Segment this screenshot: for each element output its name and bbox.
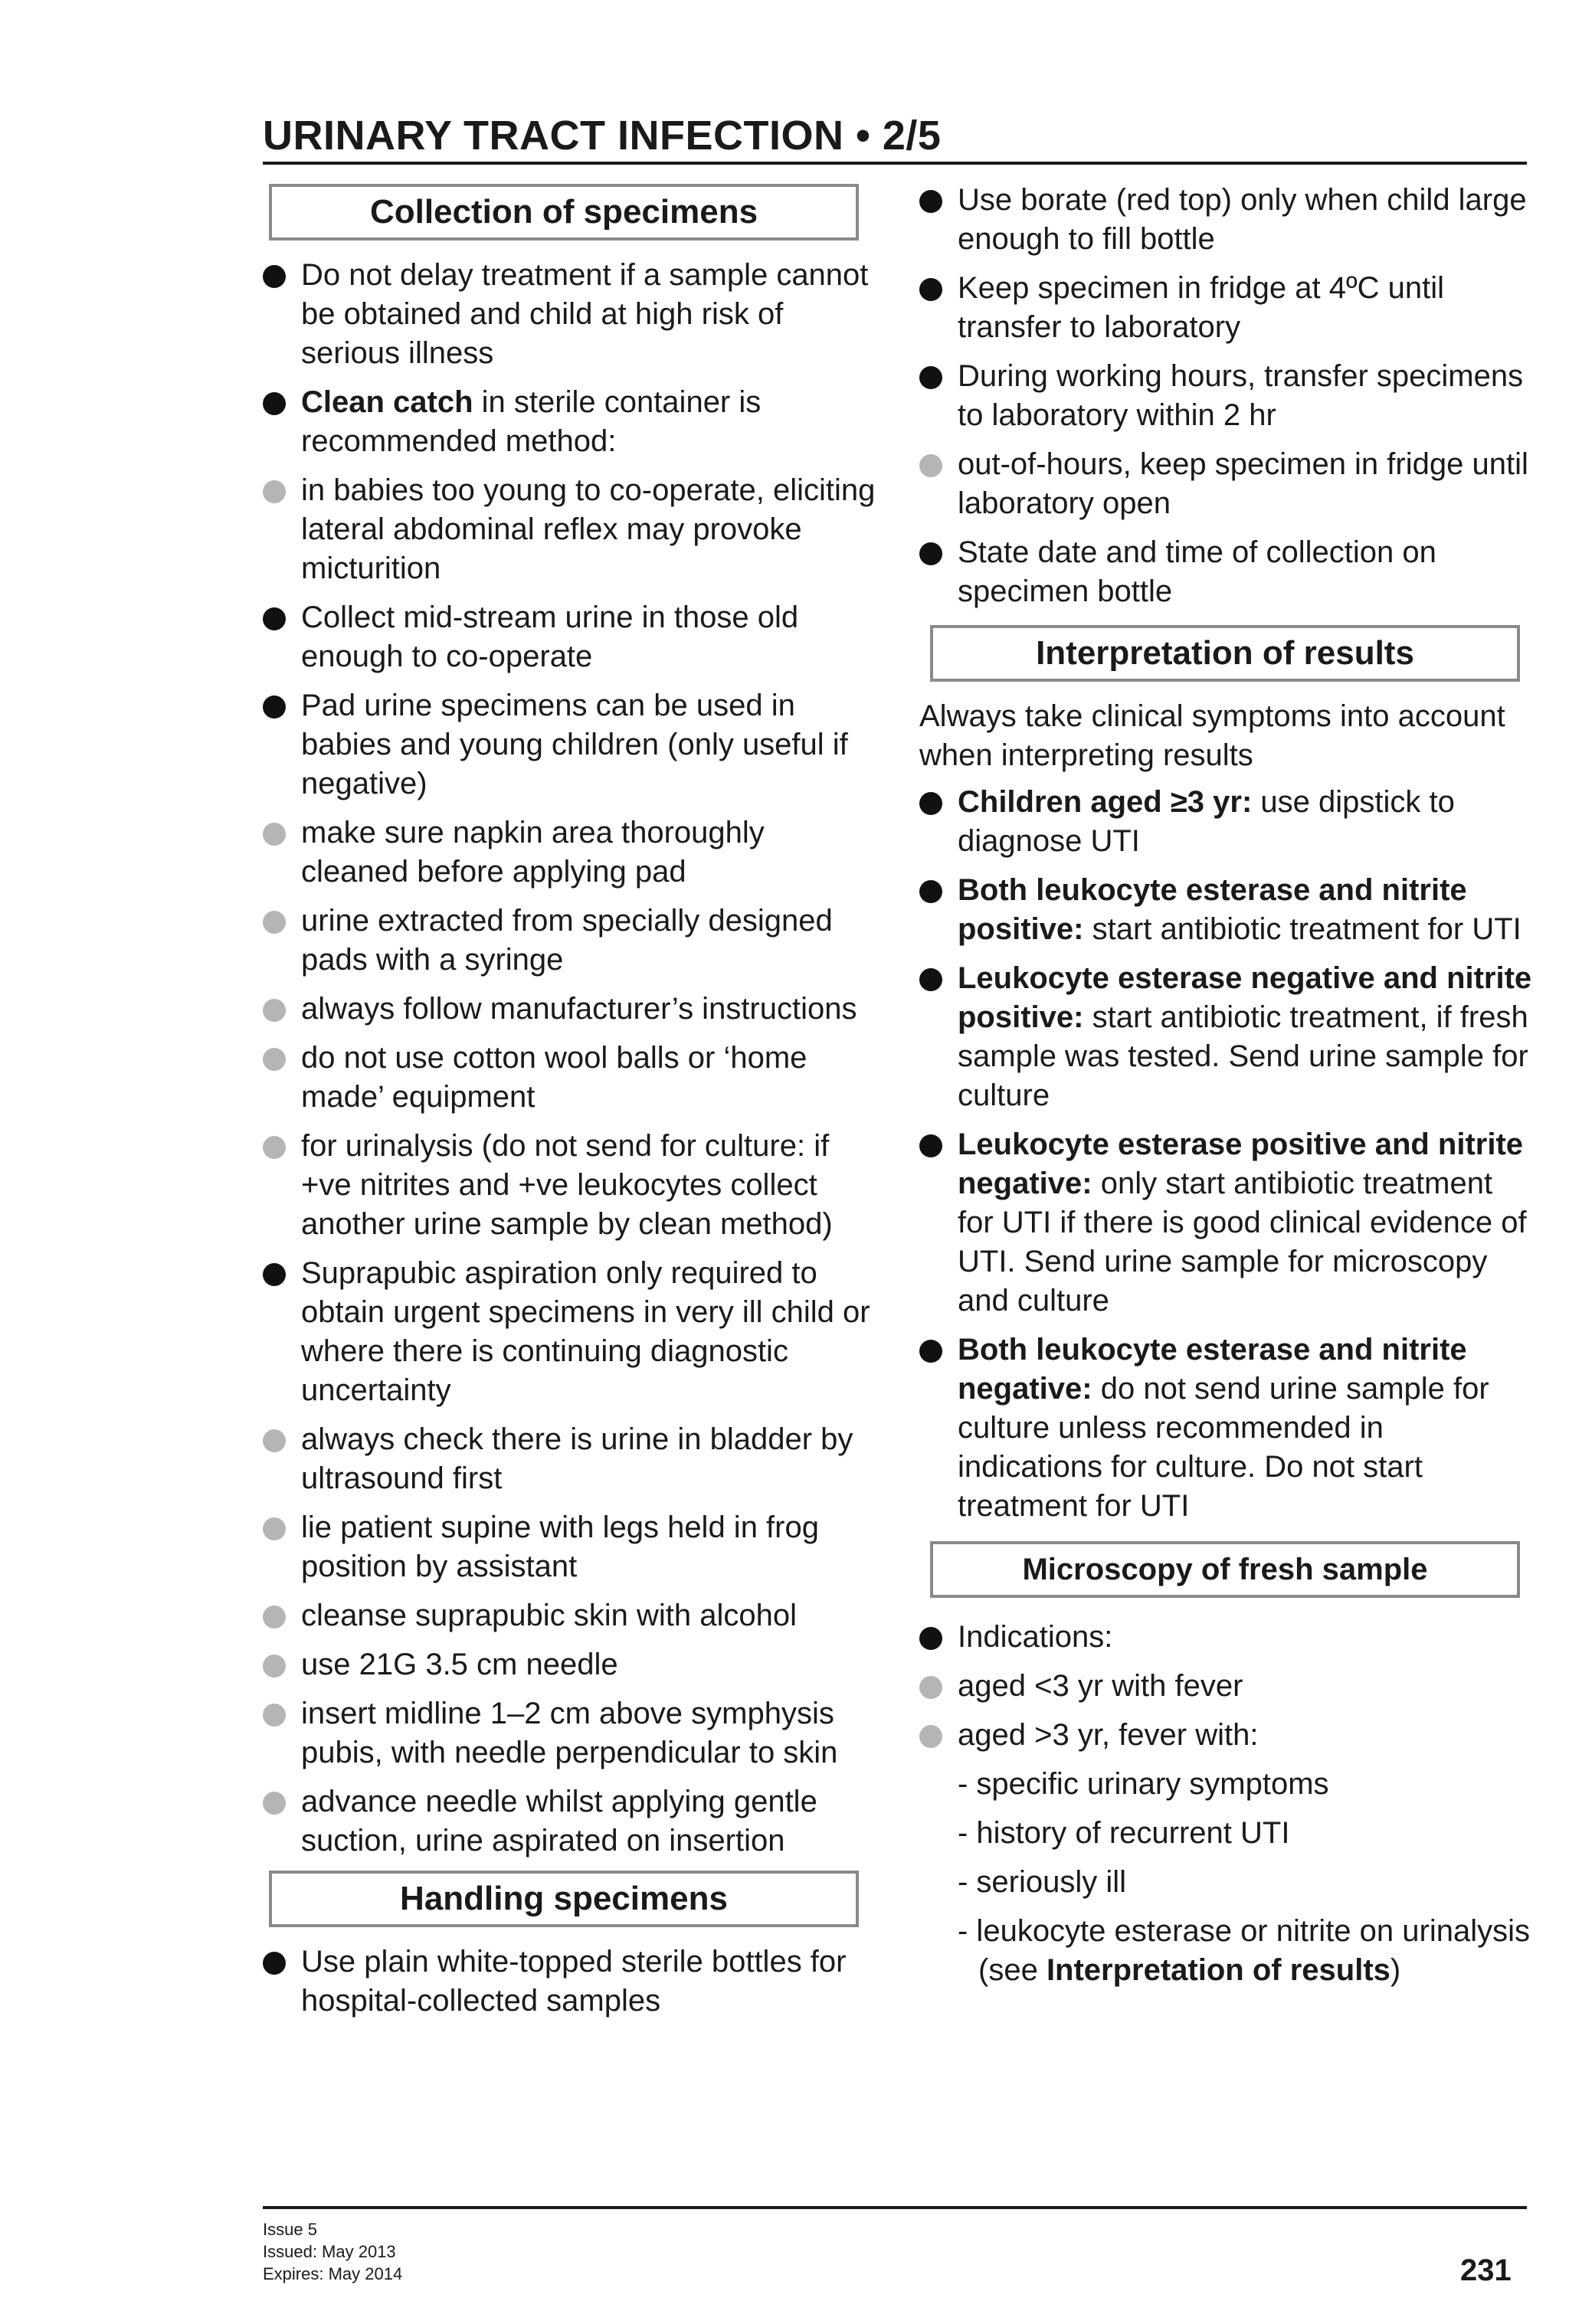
handling-list-continued (919, 181, 1532, 611)
list-item (263, 1127, 876, 1244)
item-text: start antibiotic treatment for UTI (1083, 912, 1522, 946)
sub-bullet-icon (263, 1606, 286, 1628)
interpretation-intro: Always take clinical symptoms into account when interpreting results (919, 699, 1505, 772)
bullet-icon (263, 392, 286, 415)
section-heading-interpretation: Interpretation of results (930, 625, 1520, 682)
expiry-date: Expires: May 2014 (263, 2264, 403, 2283)
list-item (263, 990, 876, 1029)
item-bold-text: Children aged ≥3 yr: (958, 785, 1253, 819)
item-text: for urinalysis (do not send for culture: if +ve nitrites and +ve leukocytes collect another urine sample by clean method) (301, 1129, 833, 1241)
item-text: aged >3 yr, fever with: (958, 1718, 1259, 1752)
list-item (919, 1863, 1532, 1902)
item-text: Keep specimen in fridge at 4ºC until transfer to laboratory (958, 271, 1444, 344)
item-text: State date and time of collection on specimen bottle (958, 535, 1436, 608)
list-item (263, 1508, 876, 1586)
issued-date: Issued: May 2013 (263, 2242, 396, 2261)
sub-bullet-icon (263, 1136, 286, 1159)
item-text: do not send urine sample for culture unless recommended in indications for culture. Do not start treatment for UTI (958, 1372, 1489, 1523)
item-text: Do not delay treatment if a sample cannot be obtained and child at high risk of serious illness (301, 258, 869, 370)
item-text: start antibiotic treatment, if fresh sample was tested. Send urine sample for culture (958, 1000, 1528, 1112)
item-text: Suprapubic aspiration only required to obtain urgent specimens in very ill child or where there is continuing diagnostic uncertainty (301, 1256, 870, 1407)
item-text-after: ) (1390, 1953, 1401, 1987)
list-item (919, 1125, 1532, 1321)
item-text: use 21G 3.5 cm needle (301, 1648, 618, 1681)
item-bold-text: Clean catch (301, 385, 473, 419)
bullet-icon (919, 366, 942, 389)
item-text: aged <3 yr with fever (958, 1669, 1243, 1703)
list-item (263, 813, 876, 892)
list-item (263, 1645, 876, 1684)
issue-number: Issue 5 (263, 2220, 317, 2239)
sub-bullet-icon (263, 823, 286, 846)
bullet-icon (919, 542, 942, 565)
item-text: always check there is urine in bladder by ultrasound first (301, 1422, 853, 1495)
list-item (919, 871, 1532, 949)
section-heading-collection: Collection of specimens (269, 184, 859, 241)
list-item (919, 181, 1532, 259)
list-item (263, 1943, 876, 2021)
bullet-icon (919, 278, 942, 301)
item-text: do not use cotton wool balls or ‘home made’ equipment (301, 1041, 807, 1114)
list-item (919, 1716, 1532, 1755)
collection-list (263, 256, 876, 1861)
list-item (263, 1596, 876, 1635)
sub-bullet-icon (263, 1517, 286, 1540)
list-item (919, 357, 1532, 435)
list-item (919, 1814, 1532, 1853)
bullet-icon (263, 696, 286, 718)
sub-bullet-icon (263, 1655, 286, 1678)
bullet-icon (263, 1263, 286, 1286)
list-item (263, 256, 876, 373)
sub-bullet-icon (919, 1676, 942, 1699)
footer-issue-info (263, 2218, 402, 2285)
item-text: in babies too young to co-operate, eliciting lateral abdominal reflex may provoke micturition (301, 473, 876, 585)
bullet-icon (919, 792, 942, 815)
right-column (919, 184, 1532, 2000)
list-item (919, 533, 1532, 611)
item-bold-text: Leukocyte esterase positive and nitrite negative: (958, 1128, 1524, 1200)
microscopy-list (919, 1618, 1532, 1990)
item-text: Indications: (958, 1620, 1113, 1654)
item-text: Collect mid-stream urine in those old enough to co-operate (301, 601, 799, 673)
sub-bullet-icon (263, 480, 286, 503)
list-item (919, 1618, 1532, 1657)
item-bold-text: Interpretation of results (1046, 1953, 1390, 1987)
list-item (919, 1667, 1532, 1706)
item-text: Use borate (red top) only when child large enough to fill bottle (958, 183, 1527, 256)
bullet-icon (919, 880, 942, 903)
item-text: make sure napkin area thoroughly cleaned before applying pad (301, 816, 765, 889)
list-item (263, 1694, 876, 1772)
sub-bullet-icon (263, 1792, 286, 1815)
handling-list (263, 1943, 876, 2021)
item-text: urine extracted from specially designed pads with a syringe (301, 904, 833, 977)
item-text: use dipstick to diagnose UTI (958, 785, 1455, 858)
item-text: - history of recurrent UTI (958, 1816, 1290, 1850)
list-item (263, 686, 876, 804)
left-column (263, 184, 876, 2031)
item-bold-text: Both leukocyte esterase and nitrite negative: (958, 1333, 1467, 1406)
interpretation-list (919, 783, 1532, 1526)
item-text: in sterile container is recommended method: (301, 385, 762, 458)
bullet-icon (263, 265, 286, 288)
list-item (919, 445, 1532, 523)
sub-bullet-icon (263, 1048, 286, 1071)
list-item (263, 1782, 876, 1861)
list-item (919, 1765, 1532, 1804)
item-text: lie patient supine with legs held in frog position by assistant (301, 1511, 819, 1583)
item-text: Pad urine specimens can be used in babies and young children (only useful if negative) (301, 689, 848, 800)
list-item (919, 959, 1532, 1115)
bullet-icon (263, 1952, 286, 1975)
list-item (263, 902, 876, 980)
item-bold-text: Both leukocyte esterase and nitrite positive: (958, 873, 1467, 946)
page-number: 231 (1460, 2254, 1512, 2287)
item-bold-text: Leukocyte esterase negative and nitrite positive: (958, 961, 1532, 1034)
bullet-icon (919, 1134, 942, 1157)
header-rule (263, 162, 1527, 165)
list-item (919, 269, 1532, 347)
item-text: advance needle whilst applying gentle suction, urine aspirated on insertion (301, 1785, 817, 1858)
bullet-icon (919, 1627, 942, 1650)
list-item (263, 598, 876, 676)
section-heading-microscopy: Microscopy of fresh sample (930, 1541, 1520, 1598)
list-item (263, 471, 876, 588)
list-item (919, 1912, 1532, 1990)
item-text: - seriously ill (958, 1865, 1127, 1899)
item-text: insert midline 1–2 cm above symphysis pubis, with needle perpendicular to skin (301, 1697, 838, 1769)
list-item (263, 1420, 876, 1498)
section-heading-handling: Handling specimens (269, 1871, 859, 1927)
item-text: out-of-hours, keep specimen in fridge until laboratory open (958, 447, 1528, 520)
bullet-icon (263, 607, 286, 630)
item-text: only start antibiotic treatment for UTI if there is good clinical evidence of UTI. Send urine sample for microscopy and culture (958, 1167, 1527, 1317)
list-item (263, 383, 876, 461)
item-text: Use plain white-topped sterile bottles for hospital-collected samples (301, 1945, 847, 2018)
item-text: always follow manufacturer’s instructions (301, 992, 857, 1026)
sub-bullet-icon (919, 1725, 942, 1748)
list-item (919, 783, 1532, 861)
list-item (263, 1254, 876, 1410)
sub-bullet-icon (263, 1429, 286, 1452)
list-item (919, 1331, 1532, 1526)
item-text: - specific urinary symptoms (958, 1767, 1329, 1801)
item-text: cleanse suprapubic skin with alcohol (301, 1599, 798, 1632)
bullet-icon (919, 190, 942, 213)
item-text: - leukocyte esterase or nitrite on urinalysis (see (958, 1914, 1530, 1987)
page-title: URINARY TRACT INFECTION • 2/5 (263, 113, 942, 159)
bullet-icon (919, 968, 942, 991)
list-item (263, 1039, 876, 1117)
bullet-icon (919, 1340, 942, 1363)
sub-bullet-icon (263, 911, 286, 934)
item-text: During working hours, transfer specimens to laboratory within 2 hr (958, 359, 1524, 432)
sub-bullet-icon (919, 454, 942, 477)
sub-bullet-icon (263, 1704, 286, 1727)
footer-rule (263, 2206, 1527, 2209)
sub-bullet-icon (263, 999, 286, 1022)
